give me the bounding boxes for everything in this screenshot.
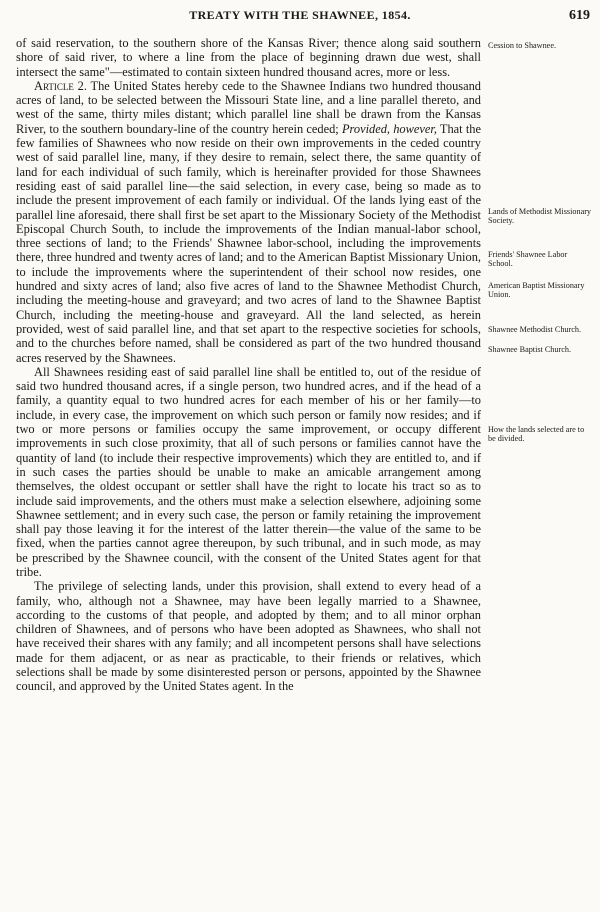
running-head: TREATY WITH THE SHAWNEE, 1854. <box>189 8 411 22</box>
article-text-b: That the few families of Shawnees who now reside on their own improvements in the ceded country west of said parallel line, many, if they desire to remain, select there, the same quantity of land for each individual of such family, which is hereinafter provided for those Shawnees residing east of said parallel line—the said selection, in every case, being so made as to include the present improvement of each family or individual. Of the lands lying east of the parallel line aforesaid, there shall first be set apart to the Missionary Society of the Methodist Episcopal Church South, to include the improvements of the Indian manual-labor school, three sections of land; to the Friends' Shawnee labor-school, including the improvements there, three hundred and twenty acres of land; and to the American Baptist Missionary Union, to include the improvements where the superintendent of their school now resides, one hundred and sixty acres of land; also five acres of land to the Shawnee Methodist Church, including the meeting-house and graveyard; and two acres of land to the Shawnee Baptist Church, including the meeting-house and graveyard. All the land selected, as herein provided, west of said parallel line, and that set apart to the respective societies for schools, and to the churches before named, shall be considered as part of the two hundred thousand acres reserved by the Shawnees. <box>16 121 481 365</box>
article-label: Article 2. <box>34 78 87 93</box>
main-text-column <box>16 36 481 694</box>
margin-note: Cession to Shawnee. <box>488 41 556 50</box>
margin-note: Friends' Shawnee Labor School. <box>488 250 568 269</box>
article-text-a: The United States hereby cede to the Shawnee Indians two hundred thousand acres of land, to be selected between the Missouri State line, and a line parallel thereto, and west of the same, thirty miles distant; which parallel line shall be drawn from the Kansas River, to the southern boundary-line of the country herein ceded; <box>16 78 481 136</box>
margin-note: How the lands selected are to be divided. <box>488 425 585 444</box>
paragraph-continuation: of said reservation, to the southern shore of the Kansas River; thence along said southern shore of said river, to where a line from the place of beginning drawn due west, shall intersect the same"—estimated to contain sixteen hundred thousand acres, more or less. <box>16 36 481 79</box>
page-number: 619 <box>569 8 590 23</box>
margin-note: Shawnee Baptist Church. <box>488 345 571 354</box>
margin-note: Lands of Methodist Missionary Society. <box>488 207 592 226</box>
margin-note: Shawnee Methodist Church. <box>488 325 582 334</box>
page-header <box>0 8 600 28</box>
paragraph-residents: All Shawnees residing east of said parallel line shall be entitled to, out of the residue of said two hundred thousand acres, if a single person, two hundred acres, and if the head of a family, a quantity equal to two hundred acres for each member of his or her family—to include, in every case, the improvement on which such person or family now resides; and if two or more persons or families occupy the same improvement, or occupy different improvements in such close proximity, that all of such persons or families cannot have the quantity of land (to include their respective improvements) which they are entitled to, and if in such cases the parties should be unable to make an amicable arrangement among themselves, the oldest occupant or settler shall have the right to locate his tract so as to include said improvements, and the others must make a selection elsewhere, adjoining some Shawnee settlement; and in every such case, the person or family retaining the improvement shall pay those leaving it for the interest of the latter therein—the value of the same to be fixed, when the parties cannot agree thereupon, by such tribunal, and in such mode, as may be prescribed by the Shawnee council, with the consent of the United States agent for that tribe. <box>16 364 481 579</box>
paragraph-privilege: The privilege of selecting lands, under this provision, shall extend to every head of a family, who, although not a Shawnee, may have been legally married to a Shawnee, according to the customs of that people, and adopted by them; and to all minor orphan children of Shawnees, and of persons who have been adopted as Shawnees, who shall not have received their shares with any family; and all incompetent persons shall have selections made for them adjacent, or as near as practicable, to their friends or relatives, which selections shall be made by some disinterested person or persons, appointed by the Shawnee council, and approved by the United States agent. In the <box>16 579 481 694</box>
proviso-text: Provided, however, <box>341 121 437 136</box>
paragraph-article-2 <box>16 79 481 365</box>
margin-note: American Baptist Missionary Union. <box>488 281 585 300</box>
